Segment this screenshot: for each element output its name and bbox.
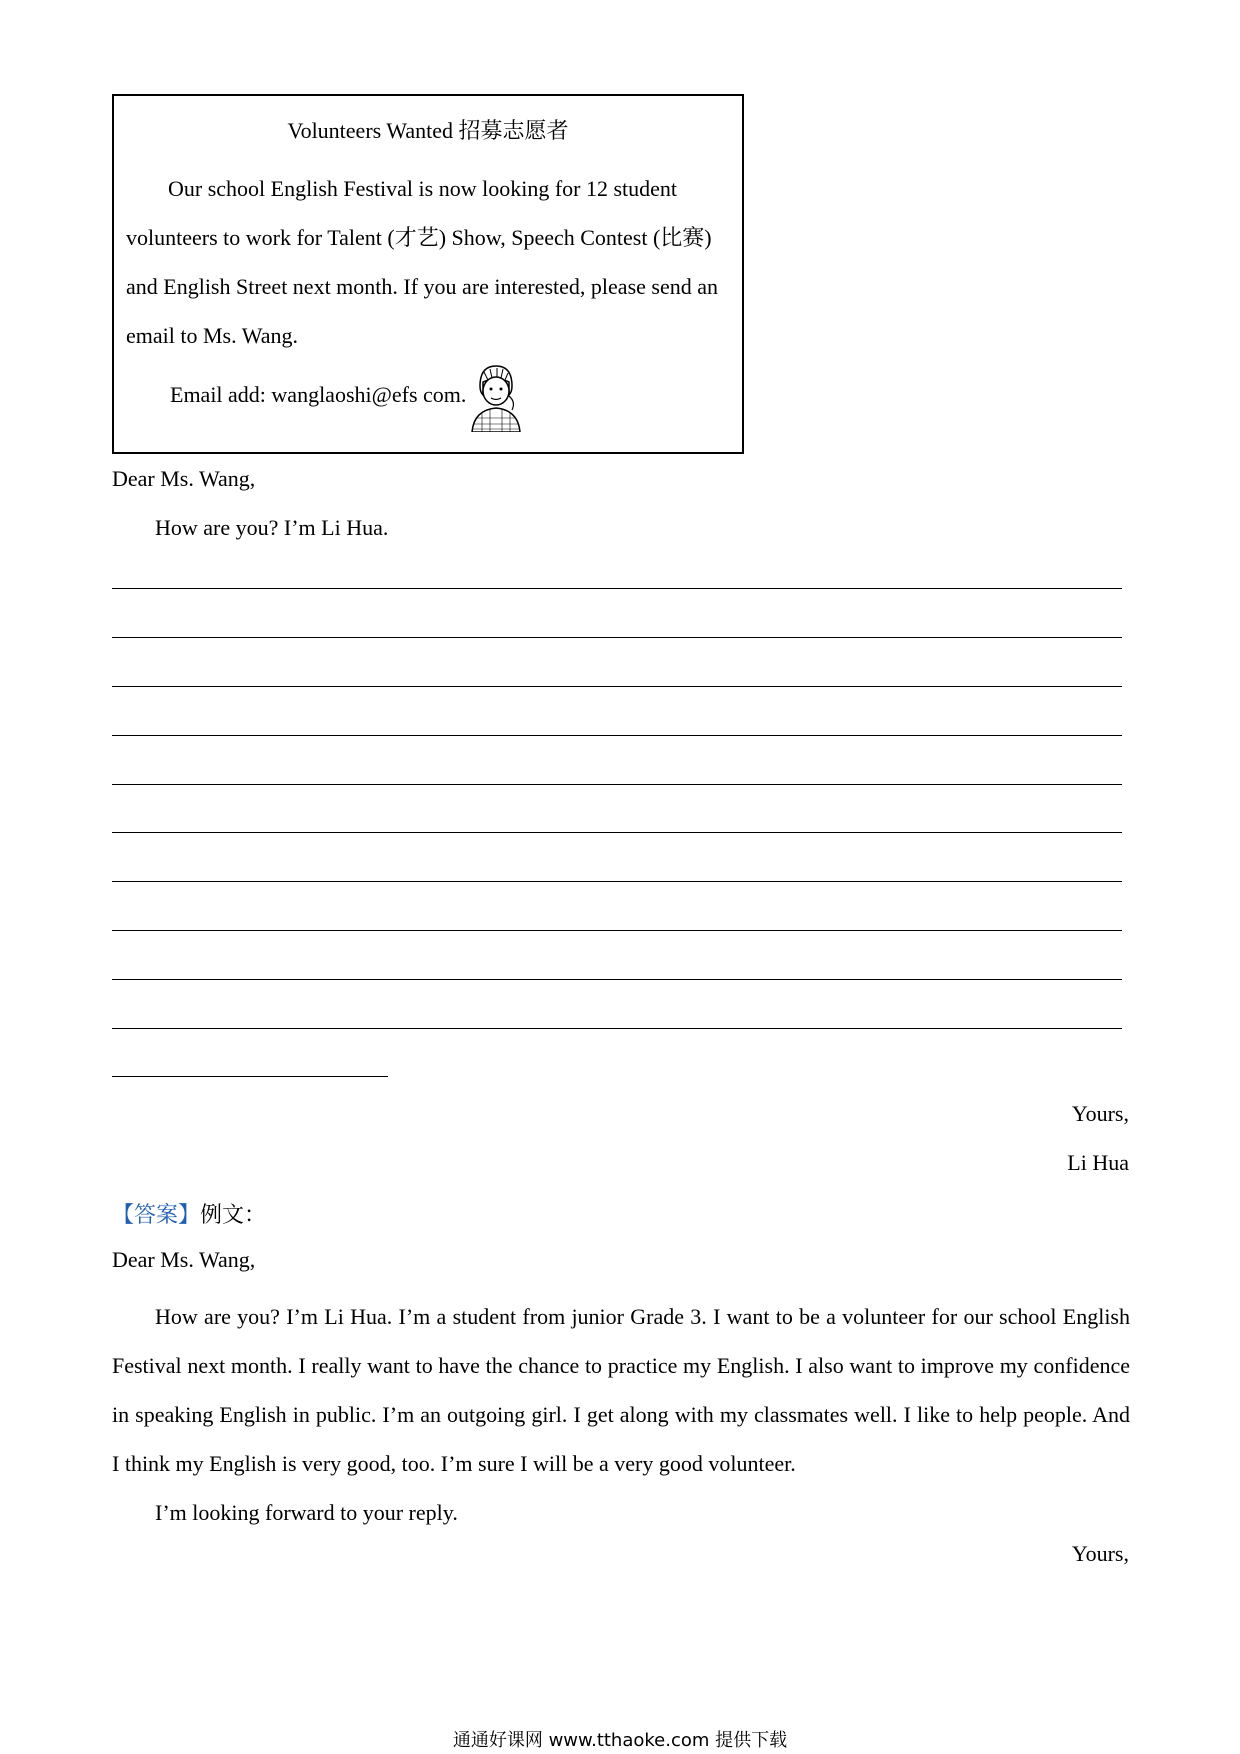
writing-line-short[interactable] — [112, 1076, 388, 1077]
sample-essay — [112, 1292, 1130, 1537]
writing-line[interactable] — [112, 1028, 1122, 1029]
answer-tag: 【答案】 — [112, 1202, 201, 1227]
sample-closing: Yours, — [1071, 1541, 1129, 1566]
writing-line[interactable] — [112, 979, 1122, 980]
letter-signature: Li Hua — [1067, 1150, 1129, 1175]
writing-line[interactable] — [112, 930, 1122, 931]
answer-label: 例文： — [200, 1202, 267, 1227]
letter-opening: How are you? I’m Li Hua. — [155, 515, 389, 540]
volunteer-notice-box — [112, 94, 744, 454]
writing-line[interactable] — [112, 588, 1122, 589]
letter-greeting: Dear Ms. Wang, — [112, 466, 256, 491]
writing-line[interactable] — [112, 784, 1122, 785]
teacher-illustration-icon — [466, 362, 526, 432]
page-footer: 通通好课网 www.tthaoke.com 提供下载 — [452, 1730, 788, 1751]
writing-line[interactable] — [112, 832, 1122, 833]
writing-line[interactable] — [112, 686, 1122, 687]
sample-paragraph-2: I’m looking forward to your reply. — [155, 1500, 458, 1525]
letter-closing: Yours, — [1071, 1101, 1129, 1126]
notice-email: Email add: wanglaoshi@efs com. — [170, 382, 467, 407]
notice-body — [126, 164, 726, 360]
notice-body-text: Our school English Festival is now looking for 12 student volunteers to work for Talent (才艺) Show, Speech Contest (比赛) and English Street next month. If you are interested, please send an email to Ms. Wang. — [126, 176, 718, 348]
sample-greeting: Dear Ms. Wang, — [112, 1247, 256, 1272]
writing-line[interactable] — [112, 881, 1122, 882]
writing-line[interactable] — [112, 637, 1122, 638]
writing-line[interactable] — [112, 735, 1122, 736]
notice-title: Volunteers Wanted 招募志愿者 — [287, 118, 569, 143]
sample-paragraph-1: How are you? I’m Li Hua. I’m a student from junior Grade 3. I want to be a volunteer for our school English Festival next month. I really want to have the chance to practice my English. I also want to improve my confidence in speaking English in public. I’m an outgoing girl. I get along with my classmates well. I like to help people. And I think my English is very good, too. I’m sure I will be a very good volunteer. — [112, 1304, 1130, 1476]
answer-heading — [112, 1198, 266, 1229]
